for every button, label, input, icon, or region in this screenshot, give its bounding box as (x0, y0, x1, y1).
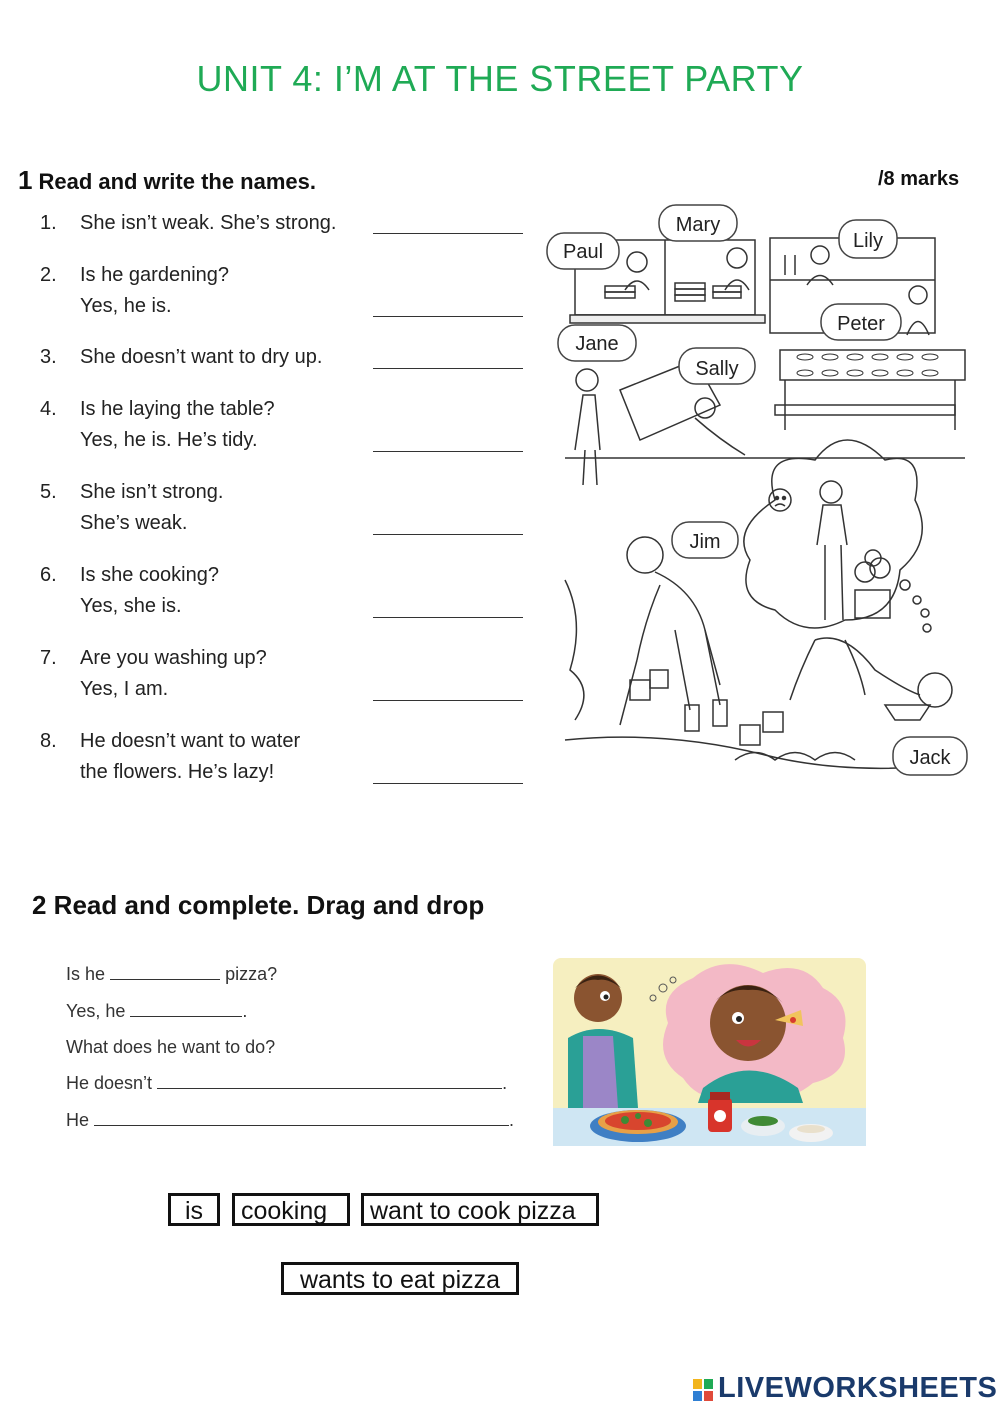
name-label-paul (547, 233, 619, 269)
svg-text:Paul: Paul (562, 241, 604, 263)
question-text-line2: Yes, he is. He’s tidy. (80, 429, 258, 451)
marks-label: /8 marks (878, 168, 960, 190)
name-label-sally (679, 348, 755, 384)
exercise-line-3 (66, 1037, 275, 1058)
question-text-line2: Yes, he is. (80, 295, 172, 317)
question-text: She isn’t weak. She’s strong. (80, 212, 337, 234)
question-5 (40, 477, 223, 539)
liveworksheets-logo-text: LIVEWORKSHEETS (718, 1372, 998, 1404)
svg-text:Jack: Jack (909, 747, 951, 769)
question-3 (40, 342, 322, 373)
exercise-line-1 (66, 964, 277, 985)
drag-option-is[interactable]: is (168, 1193, 220, 1226)
answer-input-3[interactable] (373, 341, 527, 369)
liveworksheets-logo-icon (693, 1379, 713, 1401)
question-number: 1. (40, 212, 57, 234)
drag-option-want-to-cook-pizza[interactable]: want to cook pizza (361, 1193, 599, 1226)
svg-text:Peter: Peter (837, 313, 885, 335)
line-text-before: He (66, 1110, 90, 1130)
question-1 (40, 208, 336, 239)
line-text-after: . (502, 1073, 508, 1093)
boy-pizza-illustration (553, 958, 866, 1146)
drop-zone-1[interactable] (110, 965, 220, 980)
question-8 (40, 726, 300, 788)
question-text: Is he laying the table? (80, 398, 275, 420)
name-label-jim (672, 522, 738, 558)
line-text-after: . (242, 1001, 248, 1021)
question-text: He doesn’t want to water (80, 730, 301, 752)
svg-text:Lily: Lily (852, 230, 884, 252)
question-number: 8. (40, 730, 57, 752)
question-number: 7. (40, 647, 57, 669)
name-label-peter (821, 304, 901, 340)
section2-heading: 2 Read and complete. Drag and drop (32, 890, 485, 920)
question-number: 5. (40, 481, 57, 503)
exercise-line-4 (66, 1073, 507, 1094)
name-label-mary (659, 205, 737, 241)
svg-text:Jim: Jim (689, 531, 721, 553)
svg-text:Sally: Sally (695, 358, 739, 380)
question-4 (40, 394, 275, 456)
drop-zone-3[interactable] (157, 1074, 502, 1089)
answer-input-6[interactable] (373, 590, 527, 618)
line-text-after: pizza? (225, 964, 278, 984)
question-text: Is she cooking? (80, 564, 219, 586)
question-number: 6. (40, 564, 57, 586)
answer-input-2[interactable] (373, 289, 527, 317)
question-text-line2: the flowers. He’s lazy! (80, 761, 275, 783)
exercise-line-2 (66, 1001, 247, 1022)
question-text: Is he gardening? (80, 264, 230, 286)
answer-input-5[interactable] (373, 507, 527, 535)
question-number: 4. (40, 398, 57, 420)
question-text: Are you washing up? (80, 647, 267, 669)
line-text: What does he want to do? (66, 1037, 276, 1057)
question-6 (40, 560, 219, 622)
exercise-line-5 (66, 1110, 514, 1131)
question-text: She isn’t strong. (80, 481, 224, 503)
drop-zone-4[interactable] (94, 1111, 509, 1126)
line-text-before: Yes, he (66, 1001, 126, 1021)
section1-number: 1 (18, 165, 33, 195)
svg-text:Jane: Jane (575, 333, 619, 355)
page-title: UNIT 4: I’M AT THE STREET PARTY (196, 58, 804, 99)
question-7 (40, 643, 267, 705)
answer-input-8[interactable] (373, 756, 527, 784)
question-number: 3. (40, 346, 57, 368)
answer-input-7[interactable] (373, 673, 527, 701)
question-text: She doesn’t want to dry up. (80, 346, 323, 368)
street-party-illustration (545, 200, 970, 790)
question-text-line2: Yes, she is. (80, 595, 182, 617)
name-label-jack (893, 737, 967, 775)
drag-option-cooking[interactable]: cooking (232, 1193, 350, 1226)
name-label-jane (558, 325, 636, 361)
question-number: 2. (40, 264, 57, 286)
drag-option-wants-to-eat-pizza[interactable]: wants to eat pizza (281, 1262, 519, 1295)
question-text-line2: Yes, I am. (80, 678, 169, 700)
question-text-line2: She’s weak. (80, 512, 188, 534)
name-label-lily (839, 220, 897, 258)
question-2 (40, 260, 229, 322)
section1-heading (18, 165, 316, 196)
line-text-after: . (509, 1110, 515, 1130)
line-text-before: He doesn’t (66, 1073, 153, 1093)
svg-text:Mary: Mary (675, 214, 721, 236)
answer-input-1[interactable] (373, 206, 527, 234)
answer-input-4[interactable] (373, 424, 527, 452)
line-text-before: Is he (66, 964, 106, 984)
section1-instruction: Read and write the names. (38, 169, 316, 194)
drop-zone-2[interactable] (130, 1002, 242, 1017)
